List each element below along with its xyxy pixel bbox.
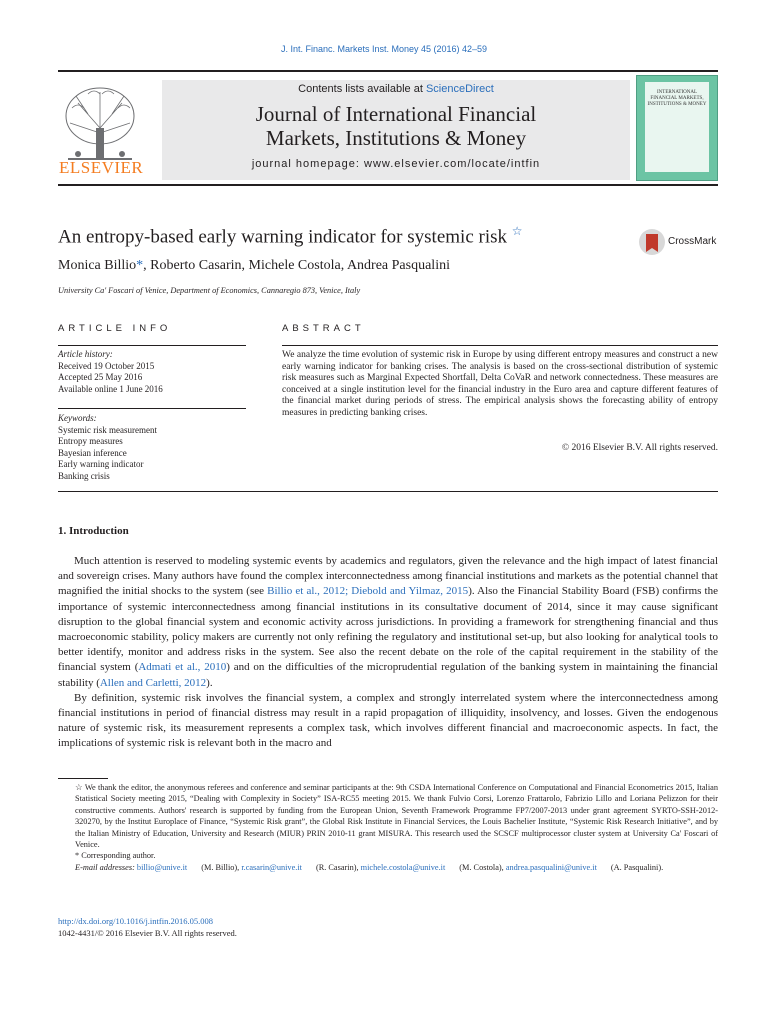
footnote-asterisk: * (75, 851, 80, 861)
keywords (58, 413, 246, 483)
cover-inner (645, 82, 709, 172)
homepage-prefix: journal homepage: (251, 158, 365, 170)
text-run: ). (206, 676, 213, 689)
email-label: E-mail addresses: (75, 862, 135, 872)
email-addresses (58, 862, 718, 873)
keyword: Early warning indicator (58, 459, 144, 470)
author-name[interactable]: Andrea Pasqualini (346, 258, 450, 273)
cover-title: INTERNATIONAL FINANCIAL MARKETS, INSTITUTIONS & MONEY (647, 90, 707, 107)
divider (58, 345, 246, 346)
citation-link[interactable]: Admati et al., 2010 (138, 661, 227, 674)
section-heading-introduction: 1. Introduction (58, 525, 129, 537)
journal-homepage (162, 158, 630, 170)
email-owner: (M. Billio), (201, 862, 240, 872)
corresponding-text: Corresponding author. (81, 851, 156, 861)
abstract-text: We analyze the time evolution of systemic risk in Europe by using different entropy measures and construct a new early warning indicator for banking crises. The analysis is based on the cross-sectional distribution of systemic risk measures such as Marginal Expected Shortfall, Delta CoVaR and network connectedness. These measures are conceived at a single institution level for the financial industry in the Euro area and capture different features of the financial market during periods of stress. The empirical analysis shows the forecasting ability of entropy measures in predicting banking crises. (282, 350, 718, 418)
homepage-url[interactable]: www.elsevier.com/locate/intfin (364, 158, 541, 170)
footnote-star: ☆ (75, 783, 83, 792)
contents-prefix: Contents lists available at (298, 83, 426, 95)
footnote-thanks-text: We thank the editor, the anonymous referees and conference and seminar participants at the: 9th CSDA International Conference on Computational and Financial Econometrics 2015, Italian Statistical Society meeting 2015, “Dealing with Complexity in Society” ISA-RC55 meeting 2015. We thank Fulvio Corsi, Lorenzo Frattarolo, Fabrizio Lillo and Loriana Pelizzon for their constructive comments. Authors' research is supported by funding from the European Union, Seventh Framework Programme FP7/2007-2013 under grant agreement SYRTO-SSH-2012-320270, by the Institut Europlace of Finance, “Systemic Risk grant”, the Global Risk Institute in Financial Services, the Louis Bachelier Institute, “Systemic Risk Research Initiative”, and by the Italian Ministry of Education, University and Research (MIUR) PRIN 2010-11 grant MISURA. This research used the SCSCF multiprocessor cluster system at University Ca' Foscari of Venice. (75, 783, 718, 850)
abstract-copyright: © 2016 Elsevier B.V. All rights reserved. (561, 443, 718, 453)
email-link[interactable]: billio@unive.it (136, 862, 188, 872)
keyword: Bayesian inference (58, 447, 127, 458)
funding-footnote (58, 782, 718, 850)
bottom-metadata (58, 916, 237, 939)
corresponding-footnote (58, 850, 718, 861)
citation-link[interactable]: Allen and Carletti, 2012 (99, 676, 207, 689)
email-link[interactable]: andrea.pasqualini@unive.it (505, 862, 597, 872)
keywords-label: Keywords: (58, 413, 97, 423)
journal-cover-thumbnail[interactable] (636, 75, 718, 181)
journal-title-line-2: Markets, Institutions & Money (265, 126, 527, 150)
journal-title (162, 102, 630, 150)
footnotes (58, 782, 718, 873)
author-list: Monica Billio*, Roberto Casarin, Michele Costola, Andrea Pasqualini (58, 258, 450, 273)
article-info-heading: ARTICLE INFO (58, 323, 172, 334)
doi-link[interactable]: http://dx.doi.org/10.1016/j.intfin.2016.05.008 (58, 916, 213, 926)
masthead-title-box (162, 80, 630, 180)
footnote-divider (58, 778, 108, 779)
contents-line (162, 83, 630, 95)
keyword: Systemic risk measurement (58, 424, 157, 435)
crossmark-label: CrossMark (668, 236, 717, 247)
title-footnote-star[interactable]: ☆ (511, 224, 523, 238)
author-name[interactable]: Monica Billio (58, 258, 137, 273)
email-link[interactable]: michele.costola@unive.it (360, 862, 446, 872)
article-history (58, 349, 246, 395)
history-label: Article history: (58, 349, 113, 359)
divider (58, 491, 718, 492)
email-owner: (A. Pasqualini). (610, 862, 664, 872)
issn-line: 1042-4431/© 2016 Elsevier B.V. All rights reserved. (58, 927, 237, 938)
email-owner: (R. Casarin), (315, 862, 359, 872)
keyword: Banking crisis (58, 470, 110, 481)
intro-paragraph-2: By definition, systemic risk involves the financial system, a complex and strongly interrelated system where the interconnectedness among financial institutions in period of financial distress may result in a rapid propagation of illiquidity, insolvency, and losses. Given the endogenous nature of systemic risk, its measurement represents a complex task, which involves different financial and macroeconomic aspects. In fact, the implications of systemic risk is relevant both in the macro and (58, 691, 718, 750)
email-owner: (M. Costola), (459, 862, 504, 872)
sciencedirect-link[interactable]: ScienceDirect (425, 83, 494, 95)
history-item: Available online 1 June 2016 (58, 383, 163, 394)
keyword: Entropy measures (58, 436, 123, 447)
crossmark-icon (638, 228, 666, 256)
crossmark-button[interactable] (638, 228, 718, 256)
text-run: ) and on the difficulties of the microprudential regulation of the banking system in maintaining the financial stability ( (58, 661, 718, 689)
intro-paragraph-1 (58, 554, 718, 691)
journal-title-line-1: Journal of International Financial (255, 102, 537, 126)
article-title (58, 224, 523, 248)
email-link[interactable]: r.casarin@unive.it (241, 862, 302, 872)
text-run: Much attention is reserved to modeling systemic events by academics and regulators, given the relevance and the high impact of latest financial and sovereign crises. Many authors have found the complex interconnectedness among financial institutions and markets as the potential channel that magnified the initial shocks to the system (see (58, 555, 718, 598)
citation-link[interactable]: Billio et al., 2012; Diebold and Yilmaz, 2015 (267, 585, 469, 598)
author-name[interactable]: Michele Costola (248, 258, 341, 273)
history-item: Received 19 October 2015 (58, 360, 155, 371)
intro-paragraphs (58, 554, 718, 752)
divider (282, 345, 718, 346)
divider (58, 408, 246, 409)
text-run: ). Also the Financial Stability Board (FSB) confirms the importance of systemic interconnectedness among financial institutions in its consultative document of 2014, since it may cause significant disruption to the global financial system and economic activity across jurisdictions. In providing a framework for strengthening financial and thus macroeconomic stability, policy makers are currently not only refining the regulatory and institutional set-up, but also looking for analytical tools to better identify, monitor and address risks in the system. See also the recent debate on the role of the capital requirement in the stability of the financial system ( (58, 585, 718, 674)
corresponding-author-mark[interactable]: * (136, 258, 144, 273)
masthead (58, 70, 718, 186)
author-name[interactable]: Roberto Casarin (150, 258, 242, 273)
abstract-heading: ABSTRACT (282, 323, 365, 334)
affiliation: University Ca' Foscari of Venice, Department of Economics, Cannaregio 873, Venice, Italy (58, 286, 361, 295)
journal-reference[interactable]: J. Int. Financ. Markets Inst. Money 45 (2016) 42–59 (280, 44, 488, 54)
history-item: Accepted 25 May 2016 (58, 372, 143, 383)
article-title-text: An entropy-based early warning indicator for systemic risk (58, 226, 508, 248)
publisher-name: ELSEVIER (59, 158, 144, 177)
